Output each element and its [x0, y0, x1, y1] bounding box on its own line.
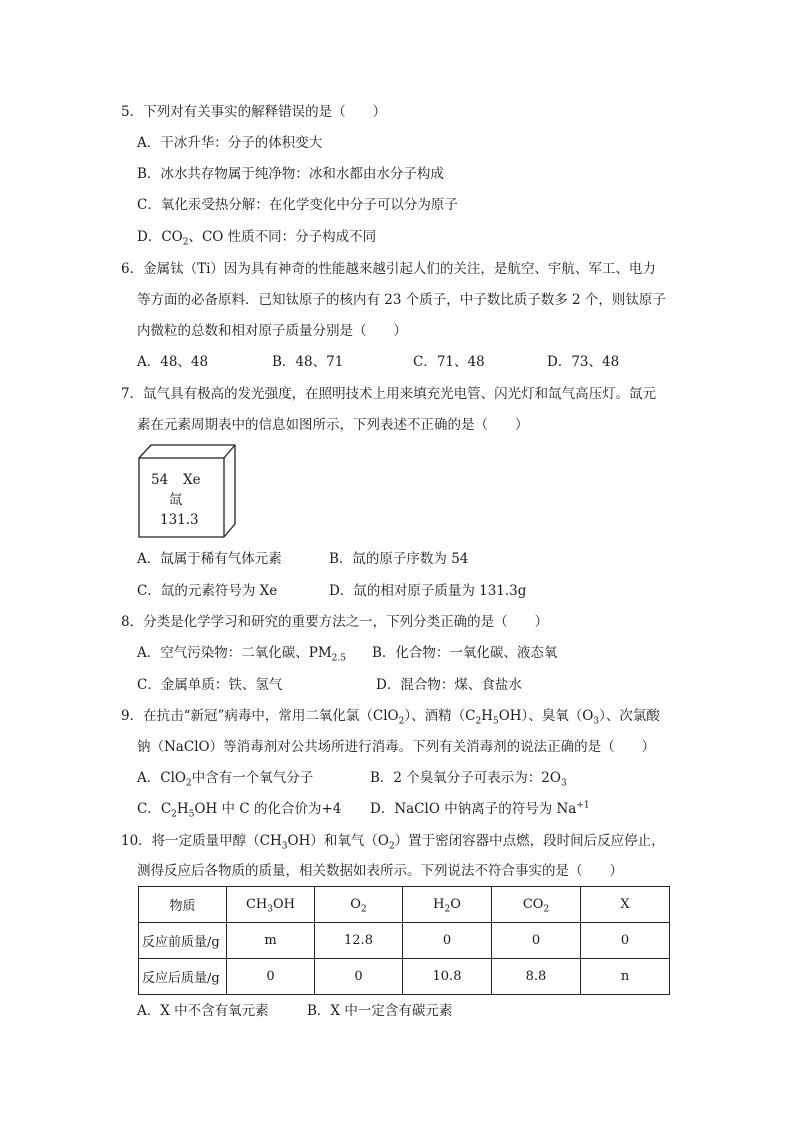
table-header-cell: $CO_2$: [492, 887, 581, 923]
table-cell: 0: [315, 959, 403, 995]
table-cell: 0: [581, 923, 670, 959]
table-row: [139, 959, 670, 995]
q6-stem-line1: 6．金属钛（Ti）因为具有神奇的性能越来越引起人们的关注，是航空、宇航、军工、电力: [121, 261, 656, 277]
q6-option-c: C．71、48: [413, 354, 485, 370]
table-cell: n: [581, 959, 670, 995]
q10-stem-line2: 测得反应后各物质的质量，相关数据如表所示。下列说法不符合事实的是（ ）: [137, 863, 623, 879]
table-row-label: 反应后质量/g: [139, 959, 227, 995]
q7-option-d: D．氙的相对原子质量为 131.3g: [329, 583, 527, 599]
element-atomic-number: 54: [151, 472, 169, 488]
table-header-cell: $CH_3OH$: [227, 887, 315, 923]
q10-stem-line1: 10．将一定质量甲醇$(CH_3OH)$和氧气$(O_2)$置于密闭容器中点燃，段时间后反应停止，: [121, 833, 665, 852]
table-cell: 8.8: [492, 959, 581, 995]
table-cell: 12.8: [315, 923, 403, 959]
table-header-cell: $O_2$: [315, 887, 403, 923]
q8-option-c: C．金属单质：铁、氢气: [137, 677, 283, 693]
q9-option-a: A．ClO$_2$中含有一个氧气分子: [137, 770, 314, 789]
q8-option-d: D．混合物：煤、食盐水: [376, 677, 522, 693]
table-header-cell: $H_2O$: [403, 887, 492, 923]
element-name: 氙: [169, 492, 183, 508]
element-atomic-mass: 131.3: [160, 512, 199, 528]
q6-option-b: B．48、71: [272, 354, 344, 370]
table-row-label: 反应前质量/g: [139, 923, 227, 959]
q6-option-a: A．48、48: [137, 354, 209, 370]
table-cell: 10.8: [403, 959, 492, 995]
q9-option-c: C．$C_2H_5OH$ 中 C 的化合价为+4: [137, 801, 342, 820]
q9-stem-line2: 钠（NaClO）等消毒剂对公共场所进行消毒。下列有关消毒剂的说法正确的是（ ）: [137, 739, 656, 755]
table-cell: m: [227, 923, 315, 959]
q5-option-a: A．干冰升华：分子的体积变大: [137, 135, 323, 151]
element-symbol: Xe: [183, 472, 201, 488]
q5-option-c: C．氧化汞受热分解：在化学变化中分子可以分为原子: [137, 197, 458, 213]
element-card-xenon: [138, 444, 236, 538]
q9-option-d: D．NaClO 中钠离子的符号为 $Na^{+1}$: [370, 800, 590, 817]
q9-option-b: B．2 个臭氧分子可表示为：$2O_3$: [370, 770, 567, 789]
q7-option-b: B．氙的原子序数为 54: [329, 551, 469, 567]
q5-option-d: D．$CO_2$、CO 性质不同：分子构成不同: [137, 229, 377, 248]
table-header-cell: X: [581, 887, 670, 923]
q5-option-b: B．冰水共存物属于纯净物：冰和水都由水分子构成: [137, 166, 444, 182]
q7-option-c: C．氙的元素符号为 Xe: [137, 583, 278, 599]
table-cell: 0: [403, 923, 492, 959]
q5-stem: 5．下列对有关事实的解释错误的是（ ）: [121, 104, 387, 120]
q8-stem: 8．分类是化学学习和研究的重要方法之一，下列分类正确的是（ ）: [121, 614, 549, 630]
q6-stem-line2: 等方面的必备原料．已知钛原子的核内有 23 个质子，中子数比质子数多 2 个，则钛原子: [137, 292, 666, 308]
q10-option-b: B．X 中一定含有碳元素: [307, 1003, 453, 1019]
table-row: [139, 923, 670, 959]
q9-stem-line1: 9．在抗击“新冠”病毒中，常用二氧化氯（ClO$_2$）、酒精$(C_2H_5OH)$、臭氧$(O_3)$、次氯酸: [121, 708, 660, 727]
q7-option-a: A．氙属于稀有气体元素: [137, 551, 282, 567]
table-header-row: [139, 887, 670, 923]
q6-option-d: D．73、48: [547, 354, 620, 370]
q7-stem-line1: 7．氙气具有极高的发光强度，在照明技术上用来填充光电管、闪光灯和氙气高压灯。氙元: [121, 386, 657, 402]
q7-stem-line2: 素在元素周期表中的信息如图所示，下列表述不正确的是（ ）: [137, 417, 529, 433]
q10-data-table: [138, 886, 670, 995]
q8-option-b: B．化合物：一氧化碳、液态氧: [372, 645, 558, 661]
q10-option-a: A．X 中不含有氧元素: [137, 1003, 269, 1019]
table-cell: 0: [227, 959, 315, 995]
q8-option-a: A．空气污染物：二氧化碳、$PM_{2.5}$: [137, 645, 346, 664]
table-header-cell: 物质: [139, 887, 227, 923]
q6-stem-line3: 内微粒的总数和相对原子质量分别是（ ）: [137, 323, 407, 339]
table-cell: 0: [492, 923, 581, 959]
